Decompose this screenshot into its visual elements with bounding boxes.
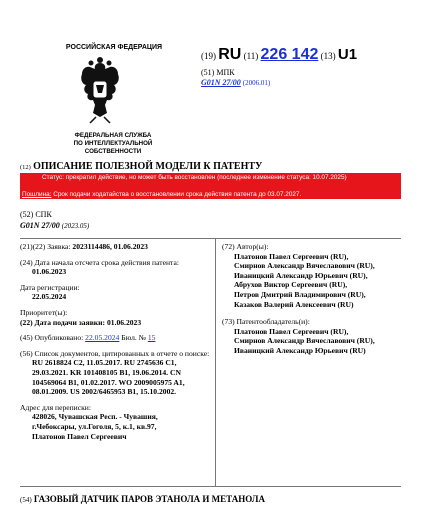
bibliographic-left-column: [20, 242, 210, 447]
code-54: (54): [20, 496, 32, 504]
spk-label: (52) СПК: [20, 210, 52, 219]
code-13: (13): [320, 51, 336, 61]
bulletin-number-link[interactable]: 15: [147, 333, 156, 343]
code-12: (12): [20, 164, 31, 171]
mpk-block: [201, 68, 270, 88]
agency-name: [48, 132, 178, 156]
registration-field: [20, 283, 210, 302]
agency-line-1: ФЕДЕРАЛЬНАЯ СЛУЖБА: [74, 132, 152, 139]
cited-value: RU 2618824 C2, 11.05.2017. RU 2745636 C1, 29.03.2021. KR 101408105 B1, 19.06.2014. CN 104569064 B1, 01.02.2017. WO 2009005975 A1, 08.01.2009. US 2002/6465953 B1, 15.10.2002.: [32, 358, 185, 397]
document-title: [20, 161, 262, 172]
term-start-field: [20, 258, 210, 277]
author-item: Иваницкий Александр Юрьевич (RU),: [234, 270, 368, 280]
status-label: Статус:: [42, 174, 64, 181]
mpk-class-link[interactable]: G01N 27/00: [201, 78, 241, 87]
country-code: RU: [218, 46, 242, 63]
author-item: Абрухов Виктор Сергеевич (RU),: [234, 280, 348, 290]
owners-field: [222, 317, 407, 355]
cited-label: (56) Список документов, цитированных в отчете о поиске:: [20, 348, 210, 358]
utility-model-title-text: ГАЗОВЫЙ ДАТЧИК ПАРОВ ЭТАНОЛА И МЕТАНОЛА: [33, 494, 265, 504]
owner-item: Иваницкий Александр Юрьевич (RU): [234, 345, 366, 355]
registration-label: Дата регистрации:: [20, 282, 80, 292]
code-11: (11): [243, 51, 259, 61]
spk-year: (2023.05): [61, 222, 90, 230]
address-label: Адрес для переписки:: [20, 402, 91, 412]
status-row: [42, 174, 382, 182]
authors-label: (72) Автор(ы):: [222, 242, 269, 251]
country-name: РОССИЙСКАЯ ФЕДЕРАЦИЯ: [65, 44, 163, 51]
publication-date-link[interactable]: 22.05.2024: [85, 333, 120, 343]
code-19: (19): [201, 51, 216, 61]
address-line: г.Чебоксары, ул.Гоголя, 5, к.1, кв.97,: [32, 421, 157, 431]
utility-model-title: [20, 494, 265, 504]
author-item: Казаков Валерий Алексеевич (RU): [234, 299, 354, 309]
application-label: (21)(22) Заявка:: [20, 242, 71, 251]
mpk-label: (51) МПК: [201, 68, 235, 77]
patent-number-link[interactable]: 226 142: [260, 46, 319, 63]
registration-value: 22.05.2024: [32, 292, 67, 302]
patent-id-line: [201, 46, 357, 64]
term-start-value: 01.06.2023: [32, 267, 67, 277]
document-title-text: ОПИСАНИЕ ПОЛЕЗНОЙ МОДЕЛИ К ПАТЕНТУ: [33, 161, 263, 172]
bibliographic-right-column: [222, 242, 407, 362]
author-item: Петров Дмитрий Владимирович (RU),: [234, 289, 366, 299]
owner-item: Платонов Павел Сергеевич (RU),: [234, 326, 349, 336]
status-text: прекратил действие, но может быть восстановлен (последнее изменение статуса: 10.07.2025): [65, 174, 347, 181]
publication-field: [20, 333, 210, 343]
spk-block: [20, 209, 89, 232]
author-item: Платонов Павел Сергеевич (RU),: [234, 251, 349, 261]
bulletin-label: Бюл. №: [121, 333, 146, 343]
mpk-year: (2006.01): [242, 79, 271, 87]
column-divider: [215, 239, 216, 486]
fee-row: [22, 191, 398, 199]
priority-label: Приоритет(ы):: [20, 307, 68, 317]
authors-field: [222, 242, 407, 309]
divider-bottom: [20, 486, 401, 487]
divider-top: [20, 238, 401, 239]
priority-value: (22) Дата подачи заявки: 01.06.2023: [20, 317, 142, 327]
fee-text: Срок подачи ходатайства о восстановлении срока действия патента до 03.07.2027.: [53, 191, 302, 198]
owner-item: Смирнов Александр Вячеславович (RU),: [234, 336, 375, 346]
status-box: [20, 173, 401, 199]
agency-line-2: ПО ИНТЕЛЛЕКТУАЛЬНОЙ СОБСТВЕННОСТИ: [73, 140, 153, 155]
term-start-label: (24) Дата начала отсчета срока действия патента:: [20, 257, 179, 267]
priority-field: [20, 308, 210, 327]
russian-coat-of-arms-icon: [76, 57, 124, 125]
address-line: 428026, Чувашская Респ. - Чувашия,: [32, 412, 158, 422]
cited-documents-field: [20, 349, 210, 397]
address-line: Платонов Павел Сергеевич: [32, 431, 127, 441]
fee-label: Пошлина:: [22, 191, 52, 198]
owners-label: (73) Патентообладатель(и):: [222, 317, 310, 327]
kind-code: U1: [337, 46, 358, 63]
application-field: [20, 242, 210, 252]
address-field: [20, 403, 210, 441]
application-value: 2023114486, 01.06.2023: [72, 242, 148, 251]
publication-label: (45) Опубликовано:: [20, 333, 84, 343]
author-item: Смирнов Александр Вячеславович (RU),: [234, 261, 375, 271]
spk-class: G01N 27/00: [20, 221, 60, 230]
